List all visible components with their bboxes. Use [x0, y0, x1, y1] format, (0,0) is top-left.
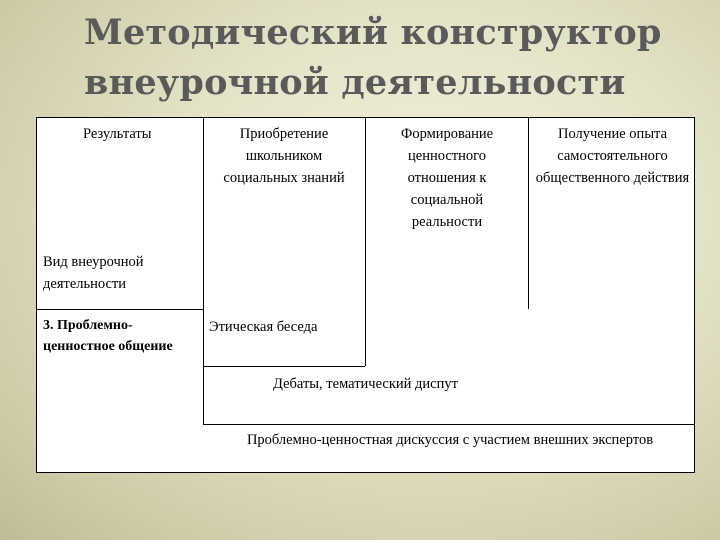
divider-row-label: [37, 309, 203, 310]
constructor-table: [36, 117, 695, 473]
slide-title: [84, 8, 704, 108]
divider-level2: [203, 424, 694, 425]
header-col-attitude: Формирование ценностного отношения к социальной реальности: [400, 126, 494, 230]
row-label-problem-value: 3. Проблемно-ценностное общение: [43, 318, 173, 354]
header-col-experience: Получение опыта самостоятельного общественного действия: [535, 126, 690, 186]
divider-level1: [203, 366, 365, 367]
header-col-knowledge: Приобретение школьником социальных знаний: [223, 126, 345, 186]
title-line-1: Методический конструктор: [84, 12, 662, 53]
row-header-activity-type: Вид внеурочной деятельности: [43, 254, 144, 292]
divider-col3: [528, 118, 529, 309]
level-debates: Дебаты, тематический диспут: [273, 376, 458, 392]
header-results: Результаты: [83, 126, 152, 142]
title-line-2: внеурочной деятельности: [84, 62, 626, 103]
level-discussion: Проблемно-ценностная дискуссия с участием внешних экспертов: [246, 432, 654, 448]
level-ethical-conversation: Этическая беседа: [209, 319, 318, 335]
